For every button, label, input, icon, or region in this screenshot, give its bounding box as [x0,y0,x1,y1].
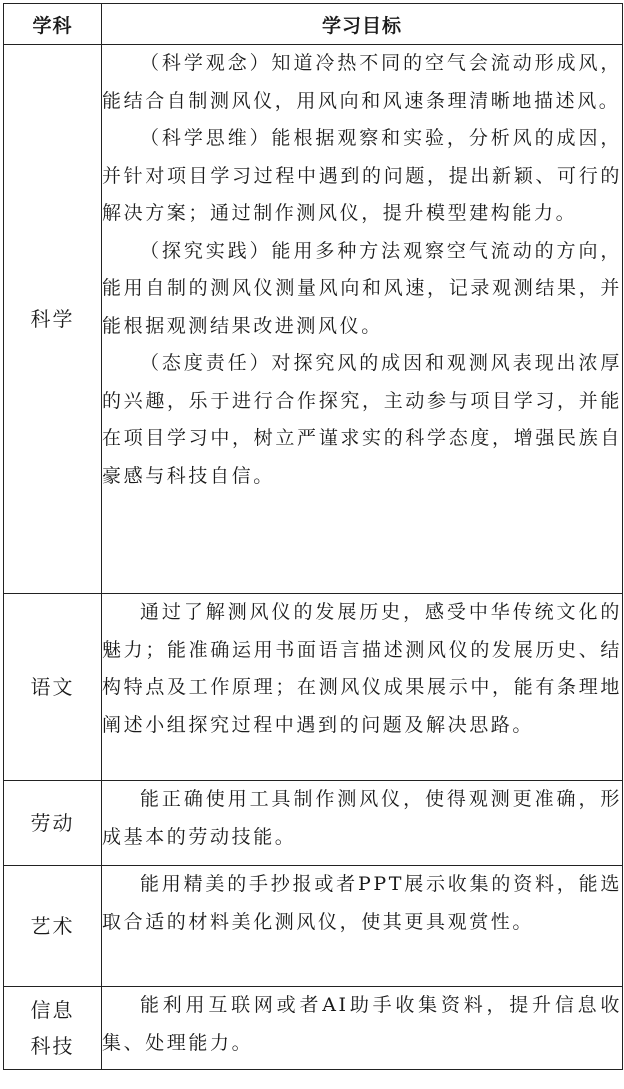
table-row-it [4,987,623,1070]
subject-cell: 语文 [4,594,102,781]
goal-paragraph-attitude-responsibility: （态度责任）对探究风的成因和观测风表现出浓厚的兴趣，乐于进行合作探究，主动参与项目学习，并能在项目学习中，树立严谨求实的科学态度，增强民族自豪感与科技自信。 [102,352,622,487]
table-header-row [4,4,623,45]
subject-cell: 科学 [4,45,102,594]
goal-paragraph-inquiry-practice: （探究实践）能用多种方法观察空气流动的方向，能用自制的测风仪测量风向和风速，记录观测结果，并能根据观测结果改进测风仪。 [102,239,622,337]
table-row-chinese [4,594,623,781]
goal-cell [102,866,623,987]
subject-line: 科技 [30,1034,75,1058]
goal-cell [102,594,623,781]
goal-paragraph: 能利用互联网或者AI助手收集资料，提升信息收集、处理能力。 [102,994,622,1054]
table-row-art [4,866,623,987]
table-row-science [4,45,623,594]
goal-paragraph: 能正确使用工具制作测风仪，使得观测更准确，形成基本的劳动技能。 [102,788,622,848]
goal-paragraph-science-concept: （科学观念）知道冷热不同的空气会流动形成风，能结合自制测风仪，用风向和风速条理清晰地描述风。 [102,52,622,112]
goal-paragraph: 能用精美的手抄报或者PPT展示收集的资料，能选取合适的材料美化测风仪，使其更具观赏性。 [102,873,622,933]
goal-paragraph: 通过了解测风仪的发展历史，感受中华传统文化的魅力；能准确运用书面语言描述测风仪的发展历史、结构特点及工作原理；在测风仪成果展示中，能有条理地阐述小组探究过程中遇到的问题及解决思路。 [102,601,622,736]
subject-cell: 艺术 [4,866,102,987]
subject-cell: 劳动 [4,781,102,866]
goal-paragraph-science-thinking: （科学思维）能根据观察和实验，分析风的成因，并针对项目学习过程中遇到的问题，提出新颖、可行的解决方案；通过制作测风仪，提升模型建构能力。 [102,127,622,224]
table-row-labor [4,781,623,866]
subject-cell [4,987,102,1070]
learning-goals-table [3,3,623,1070]
goal-cell [102,781,623,866]
goal-cell [102,987,623,1070]
subject-line: 信息 [30,998,75,1022]
header-subject: 学科 [4,4,102,45]
header-goal: 学习目标 [102,4,623,45]
goal-cell [102,45,623,594]
